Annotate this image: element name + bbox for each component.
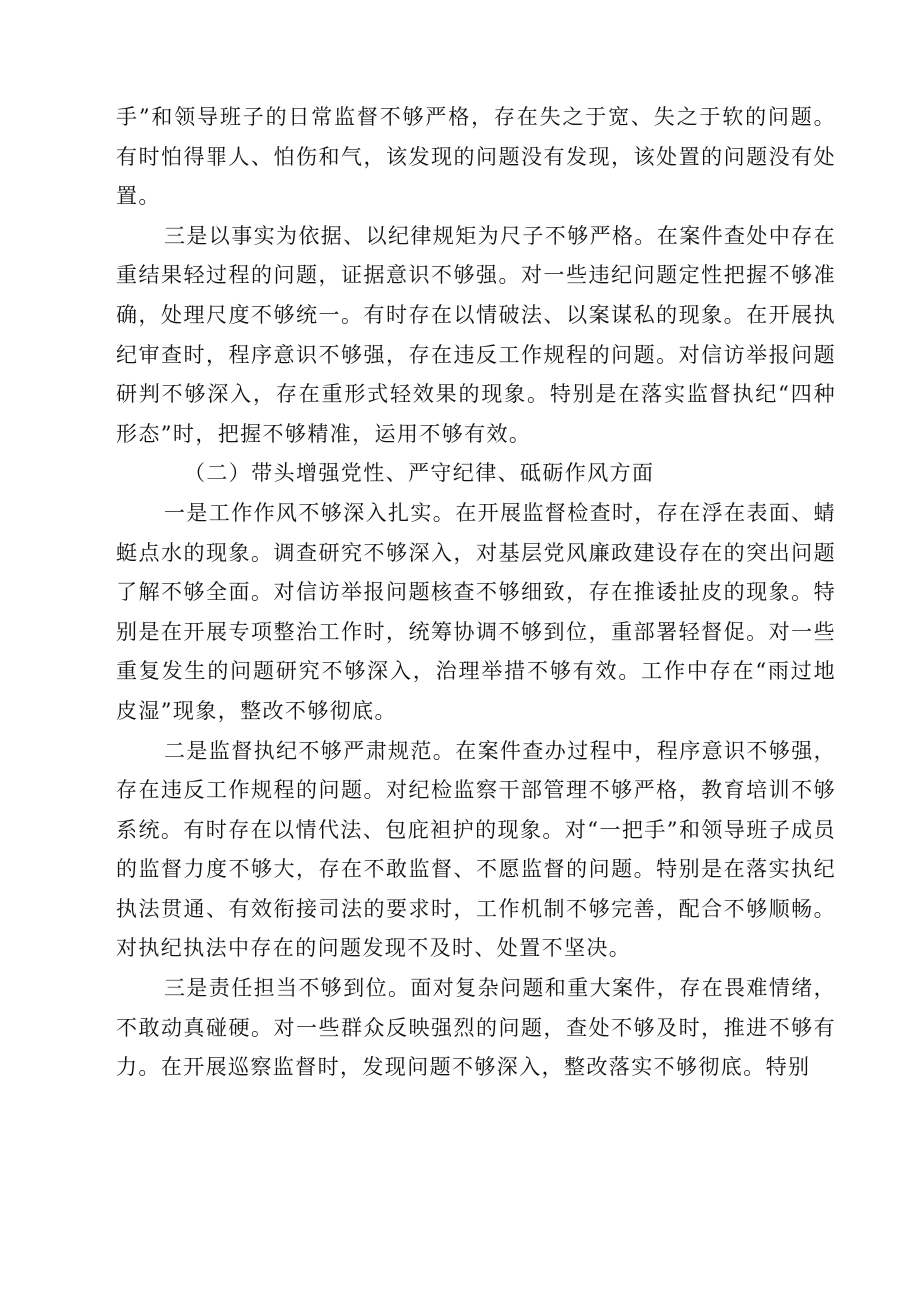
paragraph-continued: 手”和领导班子的日常监督不够严格，存在失之于宽、失之于软的问题。有时怕得罪人、怕伤和气，该发现的问题没有发现，该处置的问题没有处置。 xyxy=(116,105,836,209)
paragraph-point-one-work-style: 一是工作作风不够深入扎实。在开展监督检查时，存在浮在表面、蜻蜓点水的现象。调查研究不够深入，对基层党风廉政建设存在的突出问题了解不够全面。对信访举报问题核查不够细致，存在推诿扯皮的现象。特别是在开展专项整治工作时，统筹协调不够到位，重部署轻督促。对一些重复发生的问题研究不够深入，治理举措不够有效。工作中存在“雨过地皮湿”现象，整改不够彻底。 xyxy=(116,500,836,723)
paragraph-point-three-facts-discipline: 三是以事实为依据、以纪律规矩为尺子不够严格。在案件查处中存在重结果轻过程的问题，证据意识不够强。对一些违纪问题定性把握不够准确，处理尺度不够统一。有时存在以情破法、以案谋私的现象。在开展执纪审查时，程序意识不够强，存在违反工作规程的问题。对信访举报问题研判不够深入，存在重形式轻效果的现象。特别是在落实监督执纪“四种形态”时，把握不够精准，运用不够有效。 xyxy=(116,223,836,446)
section-heading-two: （二）带头增强党性、严守纪律、砥砺作风方面 xyxy=(184,461,655,486)
paragraph-point-three-responsibility: 三是责任担当不够到位。面对复杂问题和重大案件，存在畏难情绪，不敢动真碰硬。对一些群众反映强烈的问题，查处不够及时，推进不够有力。在开展巡察监督时，发现问题不够深入，整改落实不够彻底。特别 xyxy=(116,976,836,1080)
document-body xyxy=(116,98,836,1088)
paragraph-point-two-supervision: 二是监督执纪不够严肃规范。在案件查办过程中，程序意识不够强，存在违反工作规程的问题。对纪检监察干部管理不够严格，教育培训不够系统。有时存在以情代法、包庇袒护的现象。对“一把手”和领导班子成员的监督力度不够大，存在不敢监督、不愿监督的问题。特别是在落实执纪执法贯通、有效衔接司法的要求时，工作机制不够完善，配合不够顺畅。对执纪执法中存在的问题发现不及时、处置不坚决。 xyxy=(116,738,836,961)
